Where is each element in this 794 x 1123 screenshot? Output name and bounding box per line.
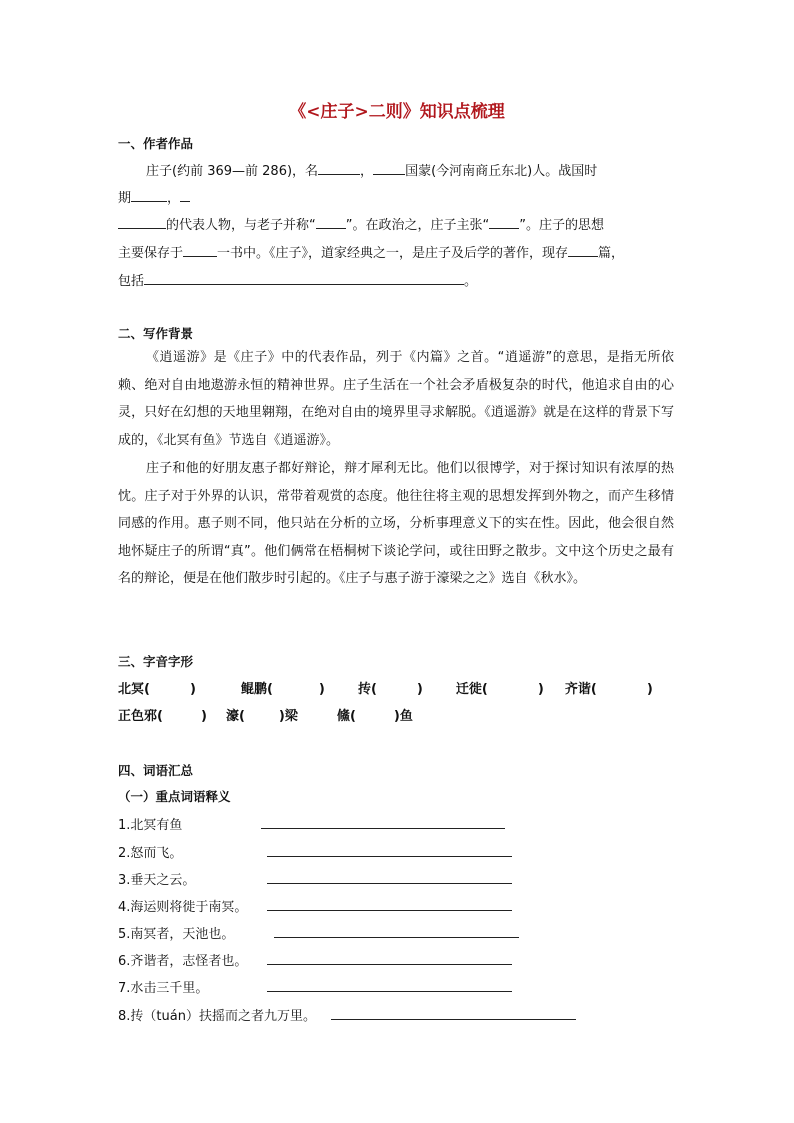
answer-line[interactable] [274,937,519,938]
answer-line[interactable] [267,991,512,992]
background-paragraph-2: 庄子和他的好朋友惠子都好辩论，辩才犀利无比。他们以很博学，对于探讨知识有浓厚的热忱。庄子对于外界的认识，常带着观赏的态度。他往往将主观的思想发挥到外物之，而产生移情同感的作用。惠子则不同，他只站在分析的立场，分析事理意义下的实在性。因此，他会很自然地怀疑庄子的所谓“真”。他们俩常在梧桐树下谈论学问，或往田野之散步。文中这个历史之最有名的辩论，便是在他们散步时引起的。《庄子与惠子游于濠梁之之》选自《秋水》。 [118,461,674,586]
fill-blank[interactable] [489,214,519,229]
vocab-item-4: 4.海运则将徙于南冥。 [118,900,248,915]
section-heading-author: 一、作者作品 [118,136,194,151]
author-line-1 [146,160,597,179]
fill-blank[interactable] [131,187,167,202]
word-label: 齐谐( [564,682,597,697]
author-line-3 [118,214,604,233]
text-fragment: ， [360,164,374,179]
text-fragment: ) [646,682,653,697]
answer-line[interactable] [267,910,512,911]
text-fragment: 主要保存于 [118,246,184,261]
pronunciation-row-2 [118,705,413,724]
answer-line[interactable] [331,1019,576,1020]
word-label: 北冥( [118,682,150,697]
text-fragment: )鱼 [393,709,413,724]
text-fragment: ) [189,682,196,697]
fill-blank[interactable] [144,270,464,285]
text-fragment: ) [416,682,423,697]
text-fragment: ) [537,682,544,697]
text-fragment: 。 [464,274,478,289]
word-label: 正色邪( [118,709,163,724]
text-fragment: 期 [118,191,132,206]
word-label: 迁徙( [455,682,488,697]
text-fragment: ”。庄子的思想 [519,218,604,233]
fill-blank[interactable] [316,214,346,229]
section-heading-background: 二、写作背景 [118,326,194,341]
text-fragment: 国蒙(今河南商丘东北)人。战国时 [405,164,598,179]
vocab-item-6: 6.齐谐者，志怪者也。 [118,954,248,969]
background-paragraph-1: 《逍遥游》是《庄子》中的代表作品，列于《内篇》之首。“逍遥游”的意思，是指无所依赖、绝对自由地遨游永恒的精神世界。庄子生活在一个社会矛盾极复杂的时代，他追求自由的心灵，只好在幻想的天地里翱翔，在绝对自由的境界里寻求解脱。《逍遥游》就是在这样的背景下写成的，《北冥有鱼》节选自《逍遥游》。 [118,350,674,448]
vocab-item-7: 7.水击三千里。 [118,981,209,996]
fill-blank[interactable] [568,242,598,257]
text-fragment: 包括 [118,274,145,289]
answer-line[interactable] [267,856,512,857]
answer-line[interactable] [261,828,505,829]
pronunciation-row-1 [118,678,653,697]
fill-blank[interactable] [183,242,217,257]
text-fragment: 的代表人物，与老子并称“ [166,218,316,233]
text-fragment: ”。在政治之，庄子主张“ [345,218,490,233]
section-heading-pronunciation: 三、字音字形 [118,654,194,669]
vocab-item-8: 8.抟（tuán）扶摇而之者九万里。 [118,1009,316,1024]
text-fragment: ) [200,709,207,724]
answer-line[interactable] [267,883,512,884]
text-fragment: 篇， [598,246,625,261]
text-fragment: 庄子(约前 369—前 286)，名 [146,164,319,179]
fill-blank[interactable] [180,187,190,202]
author-line-4 [118,242,624,261]
word-label: 鯈( [336,709,356,724]
text-fragment: ， [167,191,181,206]
author-line-2 [118,187,190,206]
author-line-5 [118,270,477,289]
word-label: 濠( [225,709,245,724]
word-label: 鲲鹏( [240,682,273,697]
text-fragment: )梁 [278,709,298,724]
fill-blank[interactable] [318,160,360,175]
text-fragment: 一书中。《庄子》，道家经典之一，是庄子及后学的著作，现存 [217,246,569,261]
fill-blank[interactable] [373,160,405,175]
answer-line[interactable] [267,964,512,965]
section-heading-vocabulary: 四、词语汇总 [118,763,194,778]
vocab-item-2: 2.怒而飞。 [118,846,183,861]
word-label: 抟( [357,682,377,697]
vocab-item-3: 3.垂天之云。 [118,873,196,888]
page-title: 《<庄子>二则》知识点梳理 [289,102,505,122]
fill-blank[interactable] [118,214,166,229]
vocab-item-5: 5.南冥者，天池也。 [118,927,235,942]
vocab-item-1: 1.北冥有鱼 [118,818,183,833]
text-fragment: ) [318,682,325,697]
subsection-heading-key-words: （一）重点词语释义 [118,789,231,804]
